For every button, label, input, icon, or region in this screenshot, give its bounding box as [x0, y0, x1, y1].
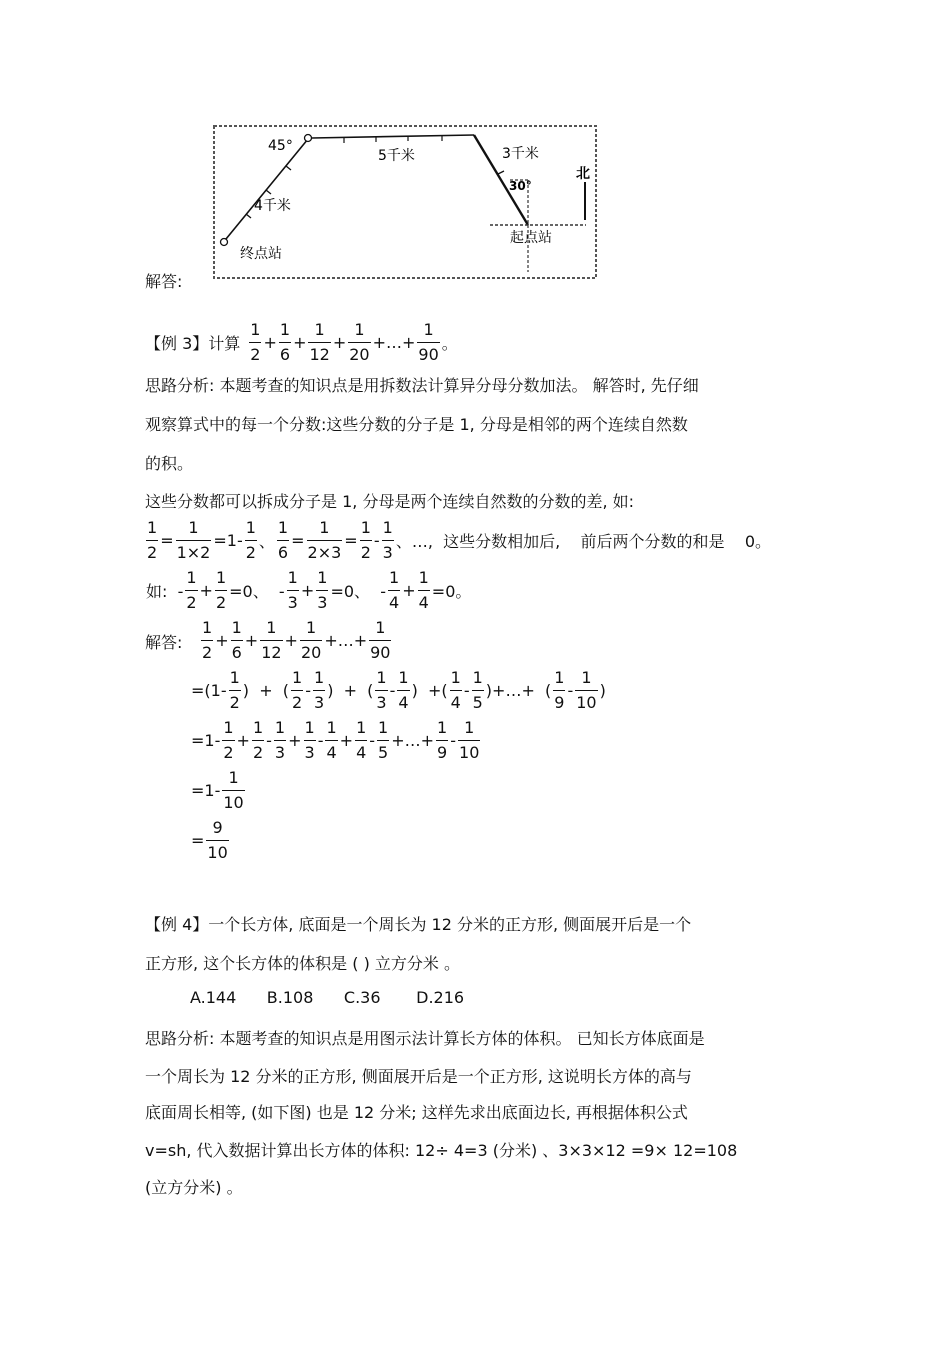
fraction: $\frac{1}{20}$: [349, 319, 370, 364]
ex3-solution-step-2: [190, 667, 607, 713]
fraction: $\frac{1}{5}$: [472, 667, 483, 712]
math-operator: =1-: [213, 530, 243, 550]
math-operator: +: [199, 580, 213, 600]
ex4-options: A.144 B.108 C.36 D.216: [190, 988, 465, 1007]
ex4-analysis-line-4: v=sh, 代入数据计算出长方体的体积: 12÷ 4=3 (分米) 、3×3×12 =9× 12=108: [145, 1141, 738, 1160]
label-start-station: 起点站: [510, 230, 552, 246]
math-operator: +: [236, 730, 250, 750]
ex3-solution-step-1: [200, 617, 392, 663]
math-operator: =: [160, 530, 174, 550]
math-operator: -: [389, 680, 396, 700]
label-30: 30°: [509, 179, 532, 193]
fraction: $\frac{1}{4}$: [418, 567, 429, 612]
math-operator: +: [244, 630, 259, 650]
fraction: $\frac{1}{6}$: [277, 517, 289, 562]
fraction: $\frac{1}{9}$: [554, 667, 565, 712]
math-operator: 。: [441, 333, 458, 353]
fraction: $\frac{1}{4}$: [389, 567, 400, 612]
math-operator: ) +(: [411, 680, 448, 700]
math-operator: +: [339, 730, 354, 750]
fraction: $\frac{1}{90}$: [418, 319, 439, 364]
math-operator: =1-: [191, 730, 221, 750]
ex4-analysis-line-2: 一个周长为 12 分米的正方形, 侧面展开后是一个正方形, 这说明长方体的高与: [145, 1067, 692, 1086]
fraction: $\frac{1}{20}$: [300, 617, 322, 662]
math-operator: =: [344, 530, 358, 550]
fraction: $\frac{1}{2}$: [360, 517, 371, 562]
fraction: $\frac{1}{2}$: [215, 567, 227, 612]
fraction: $\frac{1}{3}$: [314, 667, 325, 712]
math-operator: +: [300, 580, 315, 600]
fraction: $\frac{1}{10}$: [223, 767, 244, 812]
fraction: $\frac{1}{2}$: [223, 717, 234, 762]
fraction: $\frac{1}{12}$: [261, 617, 282, 662]
fraction: $\frac{1}{6}$: [279, 319, 291, 364]
math-operator: -: [317, 730, 324, 750]
math-operator: =: [191, 830, 205, 850]
fraction: $\frac{1}{1\times 2}$: [176, 517, 211, 562]
math-operator: -: [450, 730, 457, 750]
fraction: $\frac{1}{5}$: [378, 717, 389, 762]
fraction: $\frac{1}{2}$: [147, 517, 158, 562]
math-operator: -: [463, 680, 470, 700]
math-operator: +: [263, 332, 277, 352]
math-operator: +…+: [372, 332, 416, 352]
ex3-analysis-line-3: 的积。: [145, 454, 194, 473]
fraction: $\frac{1}{2}$: [250, 319, 261, 364]
fraction: $\frac{1}{2}$: [202, 617, 213, 662]
math-operator: =(1-: [191, 680, 227, 700]
fraction: $\frac{1}{2}$: [245, 517, 256, 562]
math-operator: =: [291, 530, 305, 550]
fraction: $\frac{1}{4}$: [356, 717, 367, 762]
ex3-split-example: [145, 517, 772, 563]
label-3km: 3千米: [502, 146, 539, 162]
math-operator: -: [567, 680, 574, 700]
math-operator: 、…, 这些分数相加后, 前后两个分数的和是 0。: [395, 531, 772, 551]
math-operator: -: [305, 680, 311, 700]
fraction: $\frac{1}{4}$: [326, 717, 337, 762]
math-operator: +: [293, 332, 307, 352]
math-operator: =0、 -: [229, 581, 285, 601]
fraction: $\frac{1}{10}$: [459, 717, 480, 762]
ex4-analysis-line-3: 底面周长相等, (如下图) 也是 12 分米; 这样先求出底面边长, 再根据体积公式: [145, 1103, 688, 1122]
math-operator: 、: [258, 531, 275, 551]
math-operator: =1-: [191, 780, 221, 800]
ex3-solution-step-5: [190, 817, 230, 863]
math-operator: 如: -: [146, 581, 184, 601]
route-segment-4km: [226, 139, 308, 239]
ex3-analysis-line-4: 这些分数都可以拆成分子是 1, 分母是两个连续自然数的分数的差, 如:: [145, 492, 635, 511]
fraction: $\frac{1}{3}$: [317, 567, 328, 612]
ex3-tag: 【例 3】计算: [145, 333, 241, 353]
route-segment-5km: [312, 135, 474, 138]
fraction: $\frac{1}{2}$: [252, 717, 264, 762]
math-operator: -: [373, 530, 380, 550]
fraction: $\frac{1}{3}$: [382, 517, 393, 562]
label-4km: 4千米: [254, 198, 291, 214]
fraction: $\frac{1}{90}$: [370, 617, 391, 662]
turn-point-marker: [305, 135, 312, 142]
math-operator: -: [369, 730, 376, 750]
fraction: $\frac{1}{2}$: [229, 667, 240, 712]
ex4-analysis-line-5: (立方分米) 。: [145, 1178, 243, 1197]
fraction: $\frac{1}{12}$: [309, 319, 330, 364]
math-operator: =0。: [431, 581, 472, 601]
label-end-station: 终点站: [240, 246, 282, 262]
math-operator: =0、 -: [330, 581, 386, 601]
math-operator: +…+: [391, 730, 435, 750]
math-operator: ): [599, 680, 606, 700]
fraction: $\frac{1}{6}$: [231, 617, 242, 662]
math-operator: -: [266, 730, 272, 750]
fraction: $\frac{9}{10}$: [207, 817, 228, 862]
answer-label: 解答:: [145, 272, 183, 291]
math-operator: +: [284, 630, 298, 650]
math-operator: +: [332, 332, 347, 352]
fraction: $\frac{1}{4}$: [450, 667, 461, 712]
ex3-analysis-line-1: 思路分析: 本题考查的知识点是用拆数法计算异分母分数加法。 解答时, 先仔细: [145, 376, 699, 395]
ex3-solution-step-3: [190, 717, 481, 763]
label-5km: 5千米: [378, 148, 415, 164]
fraction: $\frac{1}{2}$: [292, 667, 303, 712]
fraction: $\frac{1}{2\times 3}$: [307, 517, 342, 562]
ex3-expression: [248, 319, 459, 364]
fraction: $\frac{1}{3}$: [304, 717, 315, 762]
ex4-question-line-1: 【例 4】一个长方体, 底面是一个周长为 12 分米的正方形, 侧面展开后是一个: [145, 915, 692, 934]
label-north: 北: [576, 166, 590, 182]
math-operator: +: [215, 630, 229, 650]
ex3-solution-step-4: [190, 767, 246, 813]
math-operator: +…+: [324, 630, 368, 650]
route-diagram-svg: [210, 122, 600, 282]
route-diagram: [210, 122, 600, 282]
ex3-solution-label: 解答:: [145, 633, 183, 652]
fraction: $\frac{1}{10}$: [576, 667, 597, 712]
math-operator: +: [288, 730, 302, 750]
ex3-analysis-line-2: 观察算式中的每一个分数:这些分数的分子是 1, 分母是相邻的两个连续自然数: [145, 415, 688, 434]
fraction: $\frac{1}{3}$: [376, 667, 387, 712]
ex4-analysis-line-1: 思路分析: 本题考查的知识点是用图示法计算长方体的体积。 已知长方体底面是: [145, 1029, 705, 1048]
math-operator: +: [402, 580, 416, 600]
ex3-cancel-example: [145, 567, 472, 613]
math-operator: )+…+ (: [485, 680, 552, 700]
fraction: $\frac{1}{9}$: [437, 717, 448, 762]
label-angle-45: 45°: [268, 138, 293, 154]
math-operator: ) + (: [242, 680, 290, 700]
ex4-question-line-2: 正方形, 这个长方体的体积是 ( ) 立方分米 。: [145, 954, 461, 973]
fraction: $\frac{1}{3}$: [287, 567, 298, 612]
fraction: $\frac{1}{2}$: [186, 567, 197, 612]
fraction: $\frac{1}{4}$: [398, 667, 409, 712]
fraction: $\frac{1}{3}$: [274, 717, 286, 762]
ex3-heading: [145, 319, 459, 365]
math-operator: ) + (: [327, 680, 374, 700]
end-station-marker: [221, 239, 228, 246]
